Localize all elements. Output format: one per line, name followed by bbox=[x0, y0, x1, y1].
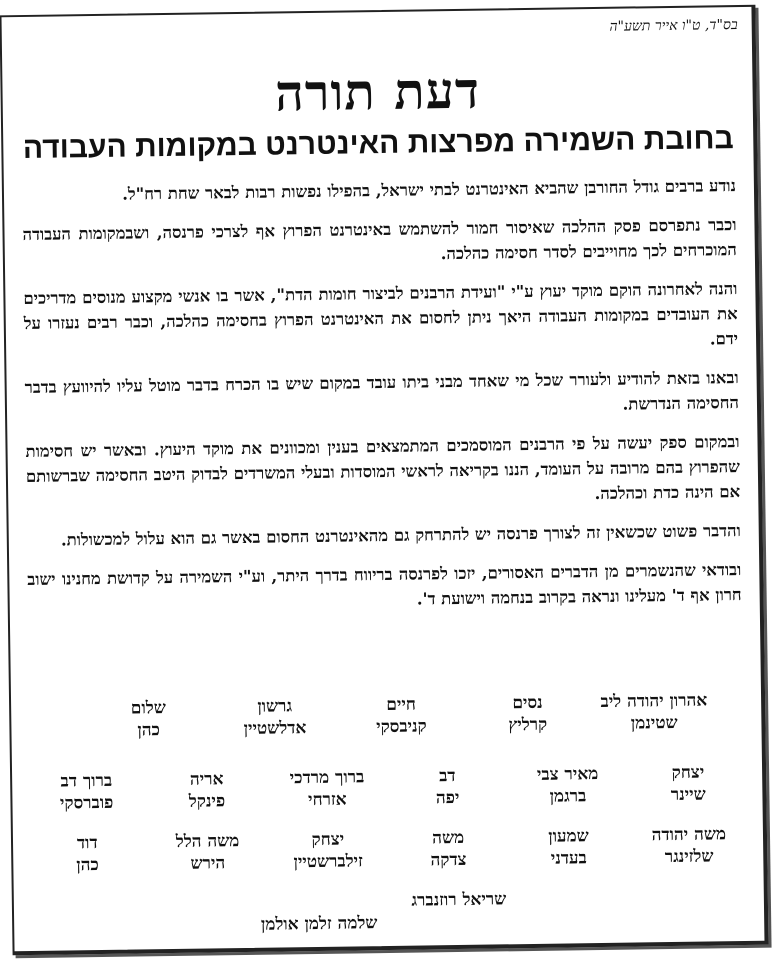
signature-first-name: יצחק bbox=[311, 829, 345, 851]
paragraph: ובמקום ספק יעשה על פי הרבנים המוסמכים המתמצאים בענין ומכוונים את מוקד היעוץ. ובאשר יש חסימות שהפרוץ בהם מרובה על העומד, הננו בקריאה לראשי המוסדות ובעלי המשרדים לבדוק היטב החסימה שברשותם אם הינה כדת וכהלכה. bbox=[25, 432, 741, 504]
signature-full-name: שלמה זלמן אולמן bbox=[260, 913, 378, 935]
signature-last-name: פוברסקי bbox=[59, 792, 114, 814]
signature-last-name: קרליץ bbox=[508, 714, 548, 736]
signature-first-name: אריה bbox=[189, 769, 224, 790]
signature-last-name: שלזינגר bbox=[664, 846, 714, 868]
paragraph: ובודאי שהנשמרים מן הדברים האסורים, יזכו לפרנסה בריווח בדרך היתר, וע"י השמירה על קדושת מחנינו ישוב חרון אף ד' מעלינו ונראה בקרוב בנחמה וישועת ד'. bbox=[27, 560, 742, 609]
signature-last-name: צדקה bbox=[430, 849, 467, 871]
signature bbox=[268, 828, 389, 874]
signature bbox=[387, 764, 508, 810]
paragraph: ובאנו בזאת להודיע ולעורר שכל מי שאחד מבני ביתו עובד במקום שיש בו הכרח בדבר מוטל עליו להיוועץ בדבר החסימה הנדרשת. bbox=[24, 368, 740, 414]
signature-first-name: נסים bbox=[512, 692, 543, 714]
signature-last-name: זילברשטיין bbox=[293, 851, 363, 873]
signature bbox=[267, 766, 388, 812]
signature bbox=[146, 768, 267, 814]
paragraph: והנה לאחרונה הוקם מוקד יעוץ ע"י "ועידת הרבנים לביצור חומות הדת", אשר בו אנשי מקצוע מנוסים מדריכים את העובדים במקומות העבודה היאך ניתן לחסום את האינטרנט הפרוץ בחסימה כהלכה, וכבר רבים נעזרו על ידם. bbox=[23, 279, 739, 349]
signature-last-name: כהן bbox=[137, 720, 160, 741]
proclamation-body bbox=[22, 173, 742, 631]
signature-first-name: משה bbox=[432, 827, 465, 849]
signature-row bbox=[25, 689, 748, 743]
signature-row bbox=[26, 761, 749, 815]
signature-last-name: בעדני bbox=[550, 848, 587, 869]
signature-last-name: שיינר bbox=[670, 784, 706, 806]
signature-last-name: ברגמן bbox=[549, 786, 587, 807]
signature bbox=[388, 826, 509, 872]
signature-row bbox=[27, 823, 750, 877]
signature bbox=[628, 761, 749, 807]
signature bbox=[591, 689, 718, 735]
signature bbox=[218, 912, 420, 937]
proclamation-sheet bbox=[0, 5, 769, 955]
signature-last-name: כהן bbox=[76, 855, 99, 876]
signature-last-name: פינקל bbox=[188, 791, 226, 812]
signature-first-name: מאיר צבי bbox=[536, 764, 599, 785]
page-title: דעת תורה bbox=[274, 60, 481, 123]
signatures-block bbox=[25, 689, 750, 949]
signature bbox=[507, 763, 628, 809]
signature-last-name: קניבסקי bbox=[376, 716, 427, 738]
signature-first-name: יצחק bbox=[671, 762, 705, 784]
signature bbox=[27, 831, 148, 877]
dateline: בס"ד, ט"ו אייר תשע"ה bbox=[609, 17, 738, 35]
signature bbox=[338, 693, 465, 739]
signature-first-name: ברוך מרדכי bbox=[289, 767, 365, 789]
signature bbox=[508, 825, 629, 871]
signature-first-name: אהרון יהודה ליב bbox=[600, 690, 708, 712]
page-subtitle: בחובת השמירה מפרצות האינטרנט במקומות העבודה bbox=[22, 122, 734, 166]
signature bbox=[211, 695, 338, 741]
signature-first-name: דב bbox=[438, 766, 456, 787]
signature bbox=[464, 691, 591, 737]
signature-first-name: שלום bbox=[130, 698, 166, 719]
signature-last-name: אזרחי bbox=[307, 789, 347, 811]
signature bbox=[629, 823, 750, 869]
paragraph: והדבר פשוט שכשאין זה לצורך פרנסה יש להתרחק גם מהאינטרנט החסום באשר גם הוא עלול למכשולות. bbox=[60, 521, 741, 550]
signature-first-name: חיים bbox=[386, 694, 417, 715]
paragraph: וכבר נתפרסם פסק ההלכה שאיסור חמור להשתמש באינטרנט הפרוץ אף לצרכי פרנסה, ושבמקומות העבודה המוכרחים לכך מחוייבים לסדר חסימה כהלכה. bbox=[22, 215, 737, 264]
signature-full-name: שריאל רוזנברג bbox=[411, 889, 507, 911]
signature-first-name: שמעון bbox=[548, 826, 589, 847]
signature bbox=[26, 769, 147, 815]
paragraph: נודע ברבים גודל החורבן שהביא האינטרנט לבתי ישראל, בהפילו נפשות רבות לבאר שחת רח"ל. bbox=[122, 176, 737, 204]
signature bbox=[358, 888, 560, 913]
signature bbox=[147, 830, 268, 876]
signature-last-name: יפה bbox=[435, 787, 460, 809]
signature-first-name: ברוך דב bbox=[60, 770, 113, 792]
signature-first-name: משה יהודה bbox=[651, 824, 727, 846]
signature-last-name: אדלשטיין bbox=[243, 718, 307, 739]
signature bbox=[85, 696, 212, 742]
signature-last-name: הירש bbox=[190, 853, 226, 874]
signature-last-name: שטינמן bbox=[630, 712, 678, 734]
signature-first-name: גרשון bbox=[257, 696, 293, 717]
signature-first-name: משה הלל bbox=[175, 831, 240, 852]
signature-first-name: דוד bbox=[76, 833, 98, 854]
